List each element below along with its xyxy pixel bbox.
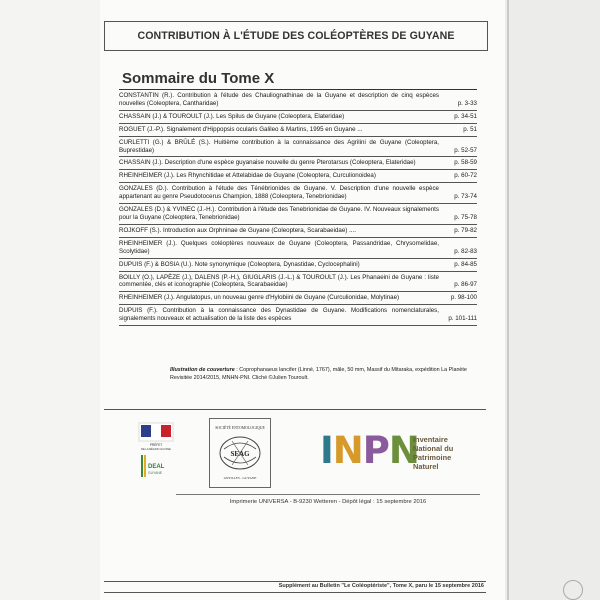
inpn-letter-n2: N (388, 429, 419, 472)
toc-entry-pages: p. 101-111 (448, 315, 477, 323)
toc-entry-text: ROGUET (J.-P.). Signalement d'Hippopsis ocularis Galileo & Martins, 1995 en Guyane ... (119, 125, 363, 133)
toc-entry-pages: p. 60-72 (454, 172, 477, 180)
toc-entry (119, 183, 477, 204)
sec-mid: SEAG (230, 450, 250, 458)
toc-entry (119, 157, 477, 170)
toc-entry (119, 204, 477, 225)
sec-bottom: ANTILLES - GUYANE (223, 476, 257, 480)
footer-bar (104, 581, 486, 593)
inpn-name: Inventaire National du Patrimoine Naturel (413, 435, 454, 471)
toc-entry-text: RHEINHEIMER (J.). Angulatopus, un nouveau genre d'Hylobiini de Guyane (Curculionidae, Molytinae) (119, 294, 400, 302)
title-box (104, 21, 488, 51)
inpn-letter-p: P (362, 429, 389, 472)
toc-entry (119, 272, 477, 293)
spine-line (507, 0, 509, 600)
cover-illustration-credit (170, 367, 478, 382)
summary-heading: Sommaire du Tome X (122, 70, 275, 87)
toc-entry (119, 90, 477, 111)
toc-entry-text: GONZALES (D.). Contribution à l'étude des Ténébrionides de Guyane. V. Description d'une nouvelle espèce appartenant au genre Pseudotocerus Champion, 1888 (Coleoptera, Tenebrionidae) (119, 185, 439, 201)
toc-entry-pages: p. 73-74 (454, 193, 477, 201)
sec-top: SOCIÉTÉ ENTOMOLOGIQUE (215, 426, 265, 430)
toc-entry (119, 124, 477, 137)
toc-entry-pages: p. 86-97 (454, 281, 477, 289)
toc-entry-pages: p. 82-83 (454, 247, 477, 255)
rf-line1: PRÉFET (149, 443, 163, 447)
toc-entry-text: CURLETTI (G.) & BRÛLÉ (S.). Huitième contribution à la connaissance des Agrilini de Guyane (Coleoptera, Buprestidae) (119, 138, 439, 154)
rf-line2: DE LA RÉGION GUYANE (141, 448, 171, 451)
imprint-line: Imprimerie UNIVERSA - B-9230 Wetteren - Dépôt légal : 15 septembre 2016 (176, 494, 480, 505)
toc-entry (119, 238, 477, 259)
toc-entry (119, 111, 477, 124)
page-spine (505, 0, 600, 600)
toc-entry-text: ROJKOFF (S.). Introduction aux Orphninae de Guyane (Coleoptera, Scarabaeidae) .... (119, 226, 356, 234)
illustration-text: : Coprophanaeus lancifer (Linné, 1767), mâle, 50 mm, Massif du Mitaraka, expédition La Planète Revisitée 2014/2015, MNHN-PNI. Cliché ©Julien Touroult. (170, 367, 467, 381)
toc-entry-text: RHEINHEIMER (J.). Quelques coléoptères nouveaux de Guyane (Coleoptera, Passandridae, Chrysomelidae, Scolytidae) (119, 239, 439, 255)
toc-entry-text: BOILLY (O.), LAPÈZE (J.), DALENS (P.-H.), GIUGLARIS (J.-L.) & TOUROULT (J.). Les Phanaeini de Guyane : liste commentée, clés et iconographie (Coleoptera, Scarabaeidae) (119, 273, 439, 289)
toc-entry-text: CHASSAIN (J.) & TOUROULT (J.). Les Spilus de Guyane (Coleoptera, Elateridae) (119, 112, 345, 120)
toc-entry-pages: p. 84-85 (454, 260, 477, 268)
toc-entry-text: CHASSAIN (J.). Description d'une espèce guyanaise nouvelle du genre Pterotarsus (Coleoptera, Elateridae) (119, 159, 416, 167)
section-divider (104, 409, 486, 410)
illustration-label: Illustration de couverture (170, 367, 235, 373)
toc-entry-text: GONZALES (D.) & YVINEC (J.-H.). Contribution à l'étude des Tenebrionidae de Guyane. IV. Nouveaux signalements pour la Guyane (Coleoptera, Tenebrionidae) (119, 206, 439, 221)
toc-entry-pages: p. 3-33 (457, 99, 477, 107)
toc-entry (119, 170, 477, 183)
library-stamp (563, 580, 583, 600)
toc-entry-pages: p. 34-51 (454, 112, 477, 120)
toc-entry-pages: p. 79-82 (454, 226, 477, 234)
toc-entry (119, 305, 477, 326)
toc-entry-text: RHEINHEIMER (J.). Les Rhynchitidae et Attelabidae de Guyane (Coleoptera, Curculionoidea) (119, 172, 376, 180)
footer-text: Supplément au Bulletin "Le Coléoptériste", Tome X, paru le 15 septembre 2016 (278, 583, 484, 589)
toc-entry (119, 137, 477, 158)
toc-entry-text: DUPUIS (F.). Contribution à la connaissance des Dynastidae de Guyane. Modifications nomenclaturales, signalements nouveaux et actualisation de la liste des espèces (119, 307, 439, 323)
toc-entry (119, 259, 477, 272)
toc-entry-pages: p. 98-100 (450, 294, 477, 302)
inpn-letter-n: N (332, 429, 363, 472)
deal-sub: GUYANE (148, 471, 163, 475)
sea-guyane-logo (209, 418, 271, 488)
deal-label: DEAL (148, 464, 165, 470)
inpn-logo (320, 428, 470, 478)
toc-entry-pages: p. 52-57 (454, 146, 477, 154)
toc-entry-text: CONSTANTIN (R.). Contribution à l'étude des Chauliognathinae de la Guyane et description de cinq espèces nouvelles (Coleoptera, Cantharidae) (119, 92, 439, 107)
inpn-letters (320, 428, 419, 474)
inpn-letter-i: I (320, 429, 333, 472)
table-of-contents (119, 90, 477, 326)
toc-entry-pages: p. 75-78 (454, 213, 477, 221)
document-title: CONTRIBUTION À L'ÉTUDE DES COLÉOPTÈRES DE GUYANE (137, 30, 455, 42)
toc-entry (119, 292, 477, 305)
toc-entry-text: DUPUIS (F.) & BOSIA (U.). Note synonymique (Coleoptera, Dynastidae, Cyclocephalini) (119, 260, 360, 268)
toc-entry (119, 225, 477, 238)
toc-entry-pages: p. 51 (463, 125, 477, 133)
prefecture-deal-logo (135, 421, 180, 483)
toc-entry-pages: p. 58-59 (454, 159, 477, 167)
